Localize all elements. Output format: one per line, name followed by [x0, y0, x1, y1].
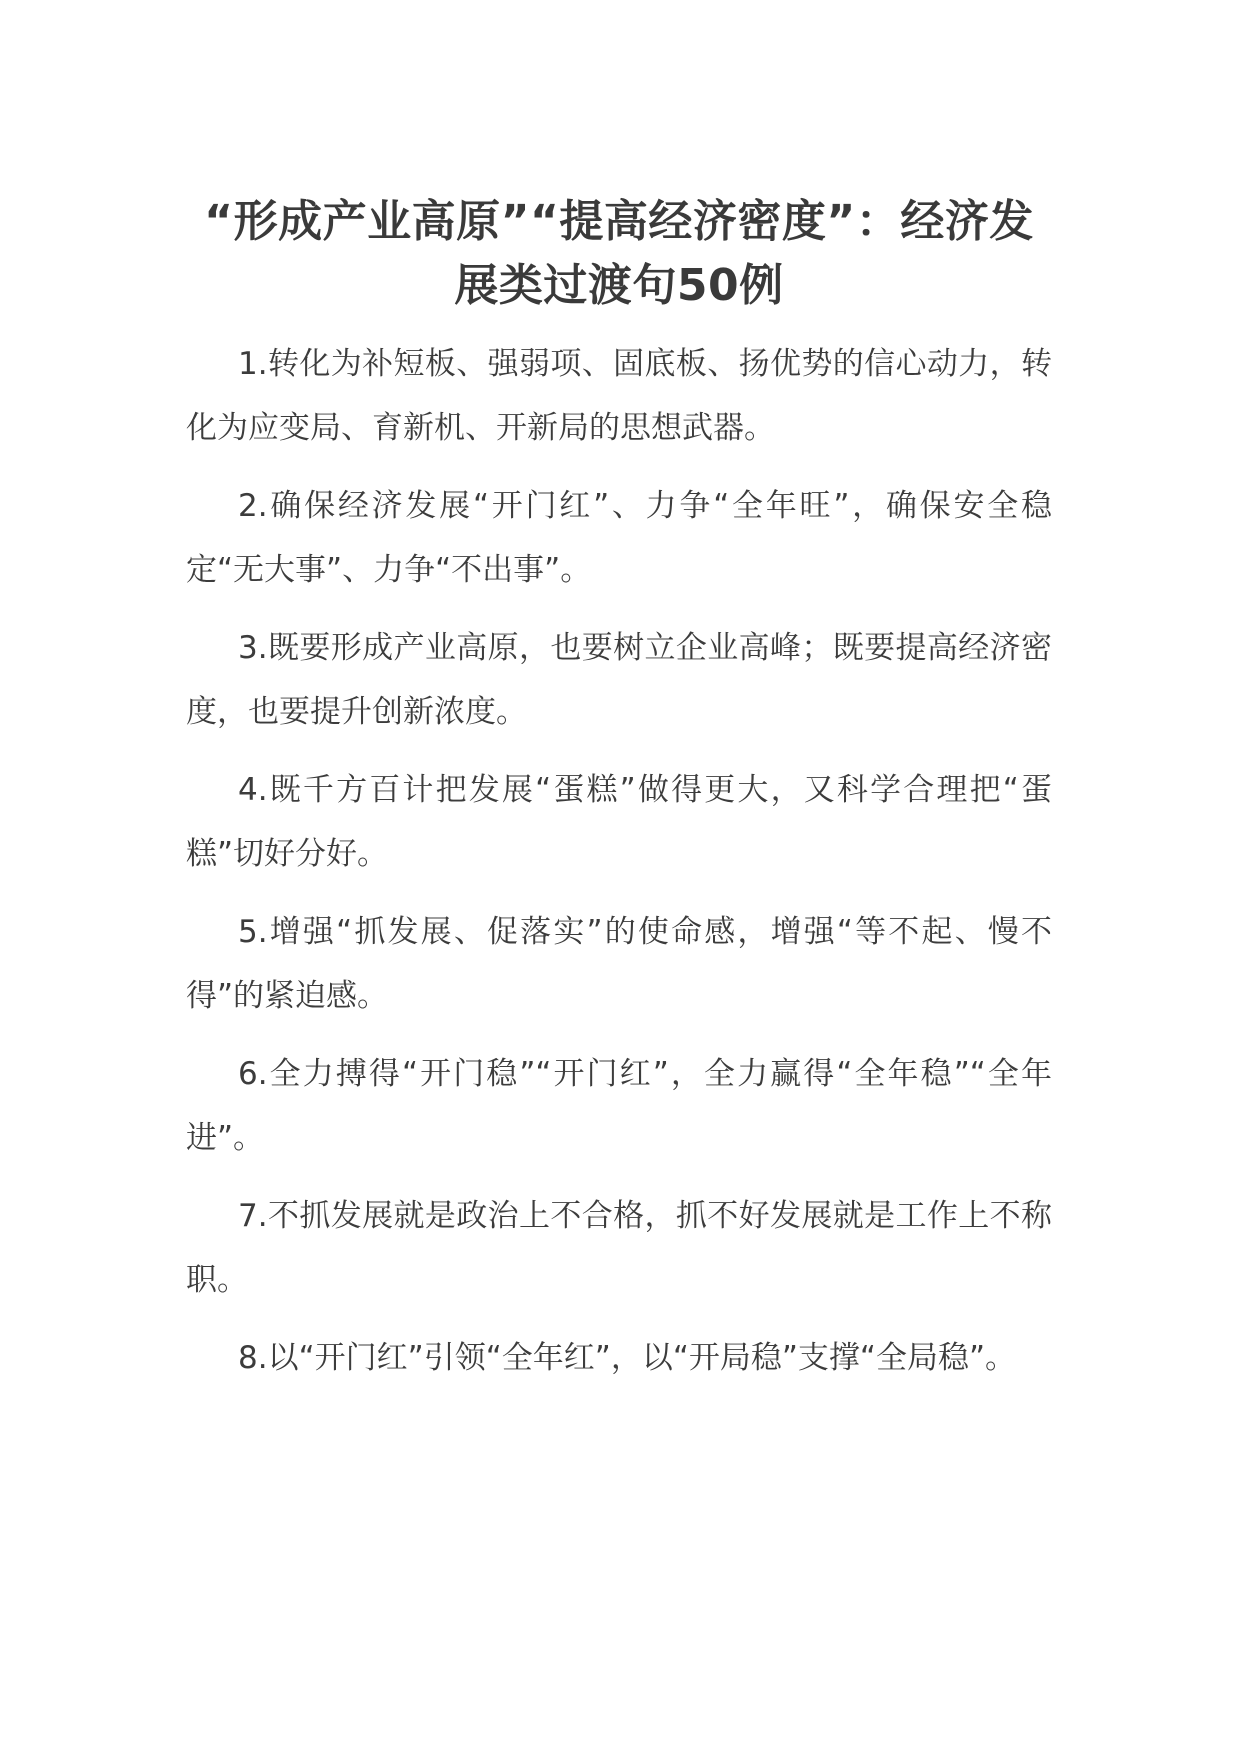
list-item: 8.以“开门红”引领“全年红”，以“开局稳”支撑“全局稳”。 — [238, 1340, 1017, 1376]
list-item: 6.全力搏得“开门稳”“开门红”，全力赢得“全年稳”“全年进”。 — [186, 1056, 1052, 1156]
list-item: 7.不抓发展就是政治上不合格，抓不好发展就是工作上不称职。 — [186, 1198, 1052, 1298]
list-item: 3.既要形成产业高原，也要树立企业高峰；既要提高经济密度，也要提升创新浓度。 — [186, 630, 1052, 730]
list-item: 1.转化为补短板、强弱项、固底板、扬优势的信心动力，转化为应变局、育新机、开新局的思想武器。 — [186, 346, 1052, 446]
list-item: 5.增强“抓发展、促落实”的使命感，增强“等不起、慢不得”的紧迫感。 — [186, 914, 1052, 1014]
list-item: 2.确保经济发展“开门红”、力争“全年旺”，确保安全稳定“无大事”、力争“不出事”。 — [186, 488, 1052, 588]
transition-sentence-list — [186, 332, 1052, 1390]
document-page — [186, 190, 1052, 1404]
document-title: “形成产业高原”“提高经济密度”：经济发展类过渡句50例 — [204, 196, 1034, 311]
list-item: 4.既千方百计把发展“蛋糕”做得更大，又科学合理把“蛋糕”切好分好。 — [186, 772, 1052, 872]
